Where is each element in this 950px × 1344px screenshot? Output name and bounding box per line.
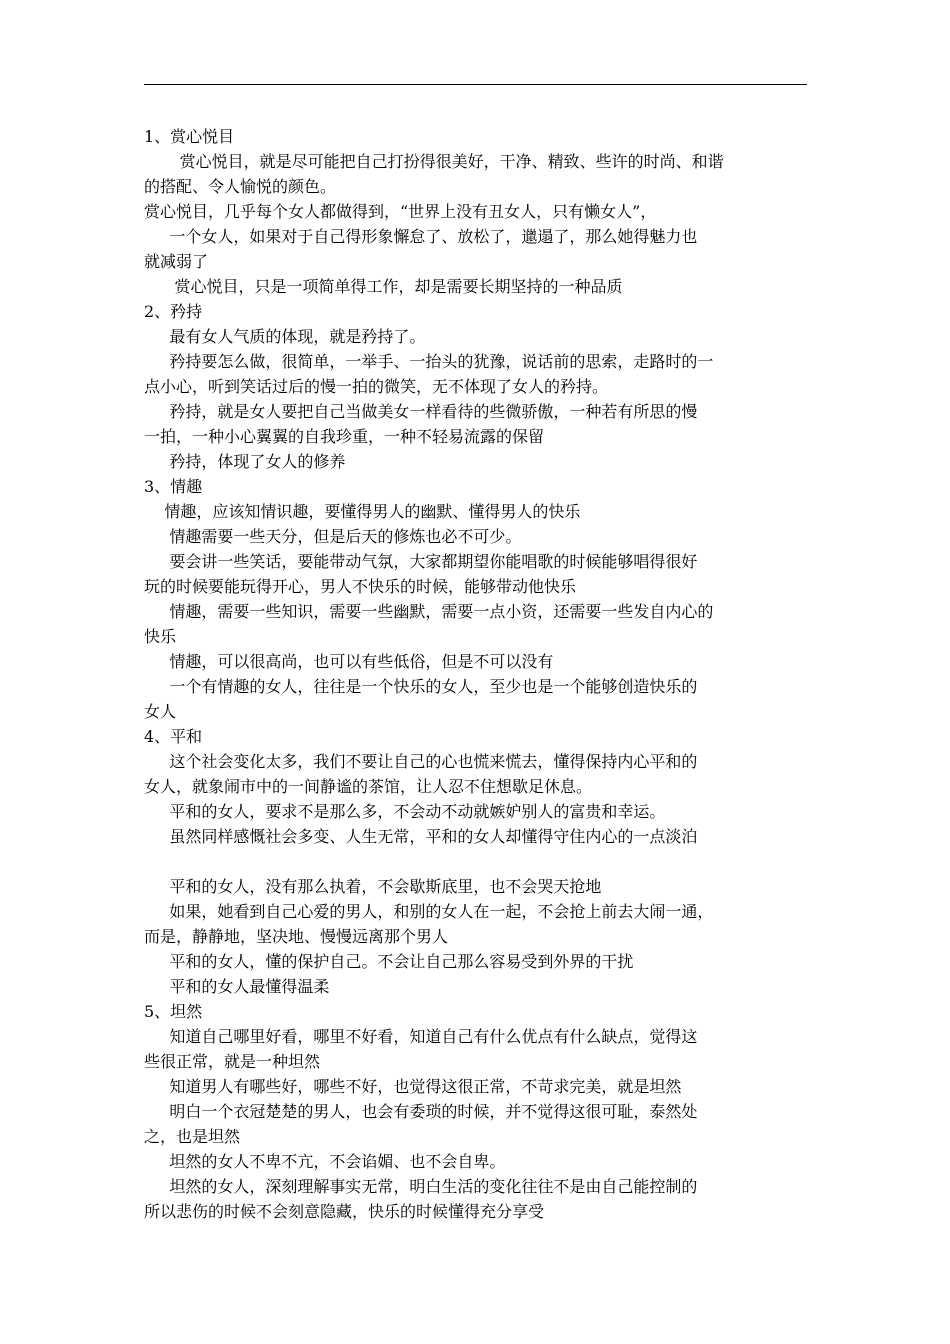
text-line: 最有女人气质的体现，就是矜持了。 xyxy=(144,327,426,346)
section-heading: 1、赏心悦目 xyxy=(144,127,235,146)
text-line: 知道自己哪里好看，哪里不好看，知道自己有什么优点有什么缺点，觉得这 xyxy=(144,1027,698,1046)
header-rule xyxy=(144,84,807,85)
text-line: 平和的女人，要求不是那么多，不会动不动就嫉妒别人的富贵和幸运。 xyxy=(144,802,666,821)
text-line: 一个女人，如果对于自己得形象懈怠了、放松了，邋遢了，那么她得魅力也 xyxy=(144,227,698,246)
text-line: 如果，她看到自己心爱的男人，和别的女人在一起，不会抢上前去大闹一通， xyxy=(144,902,714,921)
text-line: 而是，静静地，坚决地、慢慢远离那个男人 xyxy=(144,927,449,946)
section-heading: 5、坦然 xyxy=(144,1002,203,1021)
text-line: 平和的女人最懂得温柔 xyxy=(144,977,330,996)
text-line: 女人，就象闹市中的一间静谧的茶馆，让人忍不住想歇足休息。 xyxy=(144,777,593,796)
text-line: 情趣，应该知情识趣，要懂得男人的幽默、懂得男人的快乐 xyxy=(144,502,581,521)
text-line: 情趣，需要一些知识，需要一些幽默，需要一点小资，还需要一些发自内心的 xyxy=(144,602,714,621)
document-body xyxy=(144,124,808,1224)
section-heading: 3、情趣 xyxy=(144,477,203,496)
text-line: 知道男人有哪些好，哪些不好，也觉得这很正常，不苛求完美，就是坦然 xyxy=(144,1077,682,1096)
text-line: 坦然的女人不卑不亢，不会谄媚、也不会自卑。 xyxy=(144,1152,506,1171)
text-line xyxy=(144,849,808,874)
text-line: 玩的时候要能玩得开心，男人不快乐的时候，能够带动他快乐 xyxy=(144,577,577,596)
text-line: 就减弱了 xyxy=(144,252,209,271)
text-line: 矜持，就是女人要把自己当做美女一样看待的些微骄傲，一种若有所思的慢 xyxy=(144,402,698,421)
text-line: 的搭配、令人愉悦的颜色。 xyxy=(144,177,337,196)
section-heading: 2、矜持 xyxy=(144,302,203,321)
text-line: 坦然的女人，深刻理解事实无常，明白生活的变化往往不是由自己能控制的 xyxy=(144,1177,698,1196)
text-line: 所以悲伤的时候不会刻意隐藏，快乐的时候懂得充分享受 xyxy=(144,1202,545,1221)
text-line: 女人 xyxy=(144,702,177,721)
section-heading: 4、平和 xyxy=(144,727,203,746)
text-line: 赏心悦目，就是尽可能把自己打扮得很美好，干净、精致、些许的时尚、和谐 xyxy=(144,152,724,171)
text-line: 快乐 xyxy=(144,627,177,646)
text-line: 点小心，听到笑话过后的慢一拍的微笑，无不体现了女人的矜持。 xyxy=(144,377,609,396)
text-line: 虽然同样感慨社会多变、人生无常，平和的女人却懂得守住内心的一点淡泊 xyxy=(144,827,698,846)
text-line: 这个社会变化太多，我们不要让自己的心也慌来慌去，懂得保持内心平和的 xyxy=(144,752,698,771)
text-line: 一拍，一种小心翼翼的自我珍重，一种不轻易流露的保留 xyxy=(144,427,545,446)
text-line: 明白一个衣冠楚楚的男人，也会有委琐的时候，并不觉得这很可耻，泰然处 xyxy=(144,1102,698,1121)
text-line: 赏心悦目，几乎每个女人都做得到，“世界上没有丑女人，只有懒女人”， xyxy=(144,202,657,221)
text-line: 些很正常，就是一种坦然 xyxy=(144,1052,321,1071)
text-line: 平和的女人，懂的保护自己。不会让自己那么容易受到外界的干扰 xyxy=(144,952,634,971)
text-line: 赏心悦目，只是一项简单得工作，却是需要长期坚持的一种品质 xyxy=(144,277,623,296)
text-line: 矜持，体现了女人的修养 xyxy=(144,452,346,471)
text-line: 情趣需要一些天分，但是后天的修炼也必不可少。 xyxy=(144,527,522,546)
text-line: 要会讲一些笑话，要能带动气氛，大家都期望你能唱歌的时候能够唱得很好 xyxy=(144,552,698,571)
text-line: 平和的女人，没有那么执着，不会歇斯底里，也不会哭天抢地 xyxy=(144,877,602,896)
text-line: 矜持要怎么做，很简单，一举手、一抬头的犹豫，说话前的思索，走路时的一 xyxy=(144,352,714,371)
text-line: 情趣，可以很高尚，也可以有些低俗，但是不可以没有 xyxy=(144,652,554,671)
text-line: 之，也是坦然 xyxy=(144,1127,241,1146)
text-line: 一个有情趣的女人，往往是一个快乐的女人，至少也是一个能够创造快乐的 xyxy=(144,677,698,696)
